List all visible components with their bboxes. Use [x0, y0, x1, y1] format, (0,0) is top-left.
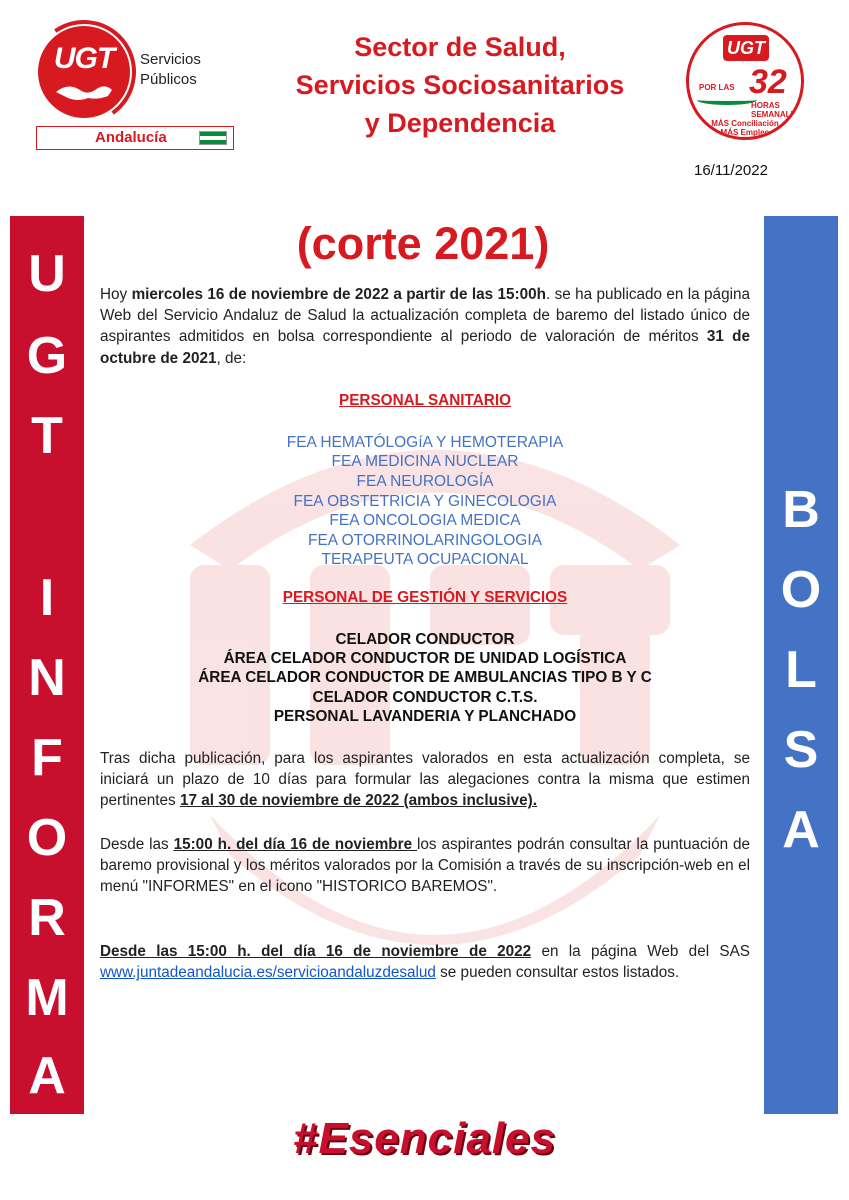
badge-number: 32: [749, 63, 787, 101]
list-item: FEA NEUROLOGÍA: [356, 473, 494, 490]
logo-line1: Servicios: [140, 51, 201, 68]
list-item: ÁREA CELADOR CONDUCTOR DE AMBULANCIAS TIPO B Y C: [198, 669, 652, 687]
list-item: FEA ONCOLOGIA MEDICA: [329, 512, 521, 530]
vertical-letter: O: [780, 561, 822, 619]
vertical-letter: A: [28, 1047, 66, 1105]
intro-text-3: , de:: [216, 349, 247, 367]
para2-bold: 17 al 30 de noviembre de 2022 (ambos inclusive).: [179, 792, 538, 810]
vertical-letter: S: [783, 721, 819, 779]
logo-ugt-text: UGT: [53, 42, 115, 75]
sector-line-3: y Dependencia: [364, 108, 556, 138]
intro-text-1: Hoy: [100, 286, 132, 303]
badge-foot-line2: MÁS Empleo: [720, 128, 770, 137]
vertical-letter: R: [28, 889, 66, 947]
list-item: ÁREA CELADOR CONDUCTOR DE UNIDAD LOGÍSTICA: [223, 650, 627, 668]
badge-footer: [689, 119, 801, 137]
sector-line-2: Servicios Sociosanitarios: [295, 70, 625, 100]
section-heading-gestion: PERSONAL DE GESTIÓN Y SERVICIOS: [282, 588, 568, 606]
badge-hours: [751, 101, 801, 119]
para4-text-1: en la página Web del SAS: [531, 943, 751, 961]
vertical-letter: M: [25, 969, 69, 1027]
para4-bold: Desde las 15:00 h. del día 16 de noviembre de 2022: [100, 943, 532, 961]
logo-service-name: [140, 50, 201, 90]
para3-text-2: los aspirantes podrán consultar la puntuación de baremo provisional y los méritos valorados por la Comisión a través de su inscripción-web en el menú "INFORMES" en el icono "HISTORICO BAREMOS".: [100, 835, 750, 895]
list-item: TERAPEUTA OCUPACIONAL: [321, 551, 529, 569]
para3-text-1: Desde las: [100, 835, 174, 853]
logo-region-box: [36, 126, 234, 150]
badge-ugt-label: UGT: [723, 35, 769, 61]
page-title: (corte 2021): [296, 218, 550, 269]
ugt-servicios-publicos-logo: [36, 26, 236, 152]
vertical-letter: L: [785, 641, 817, 699]
handshake-icon: [54, 78, 114, 104]
andalucia-flag-icon: [199, 131, 227, 145]
list-item: FEA HEMATÓLOGíA Y HEMOTERAPIA: [286, 433, 564, 451]
vertical-letter: T: [31, 407, 63, 465]
list-item: CELADOR CONDUCTOR: [335, 630, 515, 648]
sidebar-bolsa: [764, 216, 838, 1114]
badge-wave-icon: [697, 95, 757, 105]
section-heading-sanitario: PERSONAL SANITARIO: [339, 391, 511, 409]
intro-paragraph: [100, 284, 750, 369]
vertical-letter: I: [39, 569, 55, 627]
sanitario-list: [100, 433, 750, 570]
sidebar-ugt-informa: [10, 216, 84, 1114]
main-content: [100, 216, 750, 984]
vertical-letter: B: [782, 481, 820, 539]
alegaciones-paragraph: [100, 748, 750, 812]
document-date: 16/11/2022: [694, 162, 768, 179]
para2-text: Tras dicha publicación, para los aspirantes valorados en esta actualización completa, se iniciará un plazo de 10 días para formular las alegaciones contra la misma que estimen pertinentes: [100, 749, 750, 810]
intro-bold-2: 31 de octubre de 2021: [100, 328, 750, 367]
esenciales-hashtag: #Esenciales: [293, 1114, 556, 1163]
para4-text-2: se pueden consultar estos listados.: [435, 964, 680, 982]
list-item: CELADOR CONDUCTOR C.T.S.: [312, 688, 538, 706]
para3-bold: 15:00 h. del día 16 de noviembre: [173, 835, 418, 853]
logo-line2: Públicos: [140, 71, 197, 88]
sector-title: [250, 28, 670, 142]
list-item: FEA OTORRINOLARINGOLOGIA: [308, 531, 542, 549]
intro-bold-1: miercoles 16 de noviembre de 2022 a partir de las 15:00h: [131, 286, 546, 303]
gestion-list: [100, 630, 750, 726]
list-item: FEA OBSTETRICIA Y GINECOLOGIA: [293, 492, 557, 510]
vertical-letter: N: [28, 649, 66, 707]
sas-website-link[interactable]: www.juntadeandalucia.es/servicioandaluzdesalud: [100, 964, 436, 982]
32-horas-badge: [686, 22, 804, 140]
list-item: PERSONAL LAVANDERIA Y PLANCHADO: [273, 707, 577, 725]
vertical-letter: U: [28, 245, 66, 303]
badge-hours-line2: SEMANALES: [751, 110, 802, 119]
ugt-logo-circle: [38, 26, 130, 118]
logo-region-label: Andalucía: [95, 129, 167, 146]
list-item: FEA MEDICINA NUCLEAR: [331, 453, 519, 471]
vertical-letter: G: [26, 327, 68, 385]
badge-por-las: POR LAS: [699, 83, 735, 92]
web-paragraph: [100, 941, 750, 983]
badge-hours-line1: HORAS: [751, 101, 780, 110]
vertical-letter: O: [26, 809, 68, 867]
badge-foot-line1: MÁS Conciliación: [711, 119, 779, 128]
consulta-paragraph: [100, 834, 750, 898]
intro-text-2: . se ha publicado en la página Web del Servicio Andaluz de Salud la actualización completa de baremo del listado único de aspirantes admitidos en bolsa correspondiente al periodo de valoración de méritos: [100, 286, 750, 346]
vertical-letter: F: [31, 729, 63, 787]
vertical-letter: A: [782, 801, 820, 859]
sector-line-1: Sector de Salud,: [354, 32, 566, 62]
